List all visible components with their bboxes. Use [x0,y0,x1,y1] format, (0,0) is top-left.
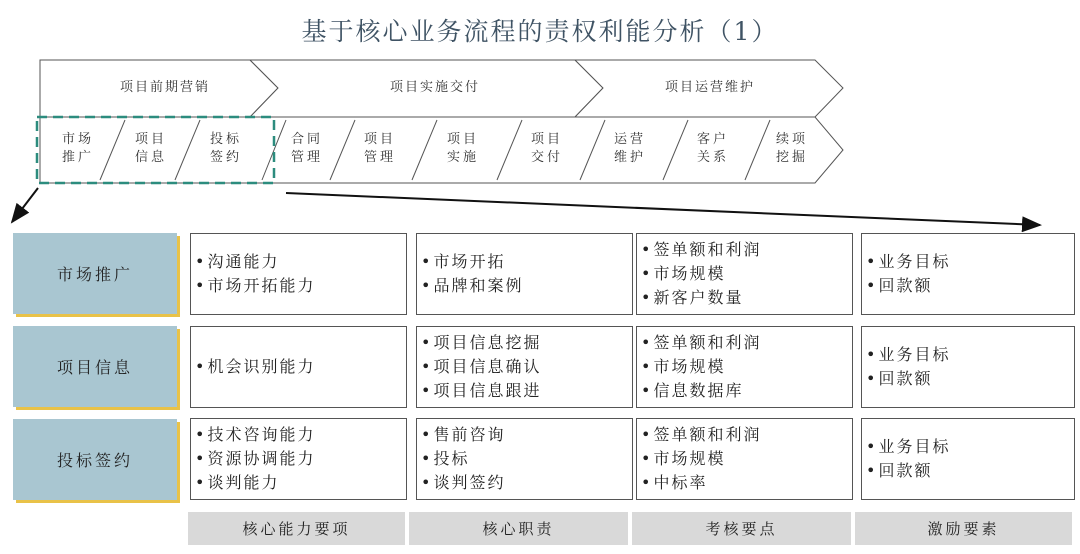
matrix-cell-item: • 新客户数量 [641,286,852,310]
step-label-3: 投标 签约 [209,132,242,165]
matrix-cell-item: • 资源协调能力 [195,447,406,471]
matrix-cell [416,326,633,408]
matrix-cell [861,233,1075,315]
matrix-cell-item: • 回款额 [866,459,1074,483]
matrix-cell [416,233,633,315]
row-label-project-info: 项目信息 [13,326,177,407]
step-label-5: 项目 管理 [363,132,396,165]
phase-label-3: 项目运营维护 [664,80,755,95]
column-header-core-duties: 核心职责 [409,512,628,545]
matrix-cell-item: • 机会识别能力 [195,355,406,379]
arrow-left-down [12,188,38,222]
step-label-4: 合同 管理 [290,132,323,165]
matrix-cell-item: • 市场规模 [641,447,852,471]
step-label-8: 运营 维护 [613,132,646,165]
matrix-cell [636,418,853,500]
step-label-2: 项目 信息 [134,132,167,165]
step-label-9: 客户 关系 [696,132,729,165]
matrix-cell [190,326,407,408]
row-label-market-promotion: 市场推广 [13,233,177,314]
matrix-cell-item: • 业务目标 [866,250,1074,274]
phase-label-1: 项目前期营销 [119,80,210,95]
matrix-cell-item: • 回款额 [866,367,1074,391]
step-label-7: 项目 交付 [530,132,563,165]
matrix-cell-item: • 信息数据库 [641,379,852,403]
matrix-cell-item: • 项目信息挖掘 [421,331,632,355]
matrix-cell-item: • 沟通能力 [195,250,406,274]
matrix-cell-item: • 谈判签约 [421,471,632,495]
column-header-assessment-points: 考核要点 [632,512,851,545]
matrix-cell-item: • 售前咨询 [421,423,632,447]
matrix-cell-item: • 签单额和利润 [641,423,852,447]
page-title: 基于核心业务流程的责权利能分析（1） [301,17,779,46]
matrix-cell-item: • 市场开拓能力 [195,274,406,298]
matrix-cell-item: • 市场规模 [641,262,852,286]
arrow-right-long [286,193,1040,225]
matrix-cell-item: • 谈判能力 [195,471,406,495]
matrix-cell [861,326,1075,408]
matrix-cell-item: • 签单额和利润 [641,238,852,262]
column-header-incentive-factors: 激励要素 [855,512,1072,545]
row-label-bid-signing: 投标签约 [13,419,177,500]
matrix-cell-item: • 业务目标 [866,343,1074,367]
matrix-cell-item: • 项目信息确认 [421,355,632,379]
matrix-cell [861,418,1075,500]
matrix-cell-item: • 回款额 [866,274,1074,298]
column-header-core-competency: 核心能力要项 [188,512,405,545]
matrix-cell-item: • 品牌和案例 [421,274,632,298]
step-label-6: 项目 实施 [446,132,479,165]
matrix-cell [190,418,407,500]
matrix-cell-item: • 投标 [421,447,632,471]
matrix-cell-item: • 签单额和利润 [641,331,852,355]
matrix-cell-item: • 市场规模 [641,355,852,379]
matrix-cell [636,233,853,315]
step-label-10: 续项 挖掘 [775,132,808,165]
step-label-1: 市场 推广 [61,132,94,165]
matrix-cell-item: • 技术咨询能力 [195,423,406,447]
matrix-cell-item: • 中标率 [641,471,852,495]
matrix-cell [416,418,633,500]
matrix-cell [636,326,853,408]
phase-label-2: 项目实施交付 [389,80,480,95]
matrix-cell-item: • 市场开拓 [421,250,632,274]
matrix-cell-item: • 业务目标 [866,435,1074,459]
matrix-cell [190,233,407,315]
matrix-cell-item: • 项目信息跟进 [421,379,632,403]
